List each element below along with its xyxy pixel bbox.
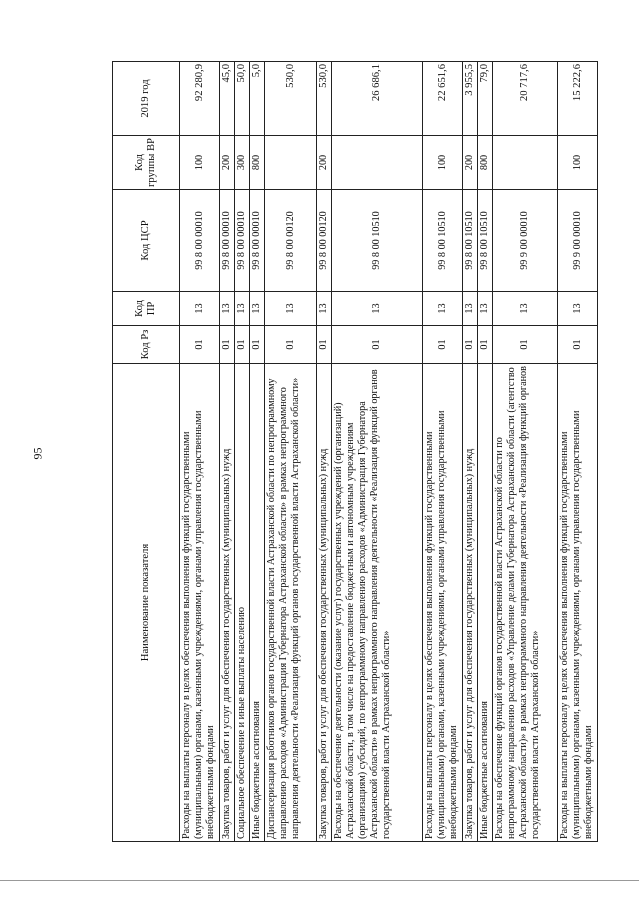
row-pr: 13 [265, 292, 317, 326]
header-csr: Код ЦСР [113, 190, 180, 292]
row-name: Социальное обеспечение и иные выплаты населению [235, 364, 250, 842]
table-row [558, 62, 598, 842]
row-vr: 100 [180, 136, 220, 190]
row-csr: 99 8 00 10510 [332, 190, 423, 292]
row-name: Иные бюджетные ассигнования [250, 364, 265, 842]
table-row [423, 62, 463, 842]
scan-edge-line [0, 880, 639, 881]
row-amount: 3 955,5 [463, 62, 478, 136]
row-pr: 13 [332, 292, 423, 326]
row-csr: 99 8 00 00010 [235, 190, 250, 292]
row-vr [332, 136, 423, 190]
row-name: Расходы на обеспечение деятельности (оказание услуг) государственных учреждений (организаций) Астраханской области, в том числе на предоставление бюджетным и автономным учреждениям (организациям) субсидий, по непрограммному направлению расходов «Администрация Губернатора Астраханской области» в рамках непрограммного направления деятельности «Реализация функций органов государственной власти Астраханской области» [332, 364, 423, 842]
row-pr: 13 [478, 292, 493, 326]
row-csr: 99 8 00 10510 [478, 190, 493, 292]
row-vr: 200 [220, 136, 235, 190]
row-rz: 01 [332, 326, 423, 364]
table-header-row [113, 62, 180, 842]
row-pr: 13 [235, 292, 250, 326]
row-pr: 13 [463, 292, 478, 326]
table-row [317, 62, 332, 842]
row-name: Диспансеризация работников органов государственной власти Астраханской области по непрограммному направлению расходов «Администрация Губернатора Астраханской области» в рамках непрограммного направления деятельности «Реализация функций органов государственной власти Астраханской области» [265, 364, 317, 842]
row-rz: 01 [558, 326, 598, 364]
row-vr: 800 [250, 136, 265, 190]
row-rz: 01 [250, 326, 265, 364]
table-row [493, 62, 558, 842]
row-vr: 100 [558, 136, 598, 190]
row-csr: 99 8 00 00010 [220, 190, 235, 292]
row-amount: 530,0 [265, 62, 317, 136]
row-rz: 01 [317, 326, 332, 364]
row-name: Иные бюджетные ассигнования [478, 364, 493, 842]
row-amount: 50,0 [235, 62, 250, 136]
row-pr: 13 [558, 292, 598, 326]
header-name: Наименование показателя [113, 364, 180, 842]
row-amount: 26 686,1 [332, 62, 423, 136]
header-rz: Код Рз [113, 326, 180, 364]
budget-table [112, 61, 598, 842]
table-row [220, 62, 235, 842]
header-year: 2019 год [113, 62, 180, 136]
row-csr: 99 9 00 00010 [558, 190, 598, 292]
row-rz: 01 [493, 326, 558, 364]
row-rz: 01 [235, 326, 250, 364]
row-rz: 01 [478, 326, 493, 364]
row-vr [265, 136, 317, 190]
row-vr: 100 [423, 136, 463, 190]
header-vr: Код группы ВР [113, 136, 180, 190]
row-rz: 01 [180, 326, 220, 364]
row-rz: 01 [423, 326, 463, 364]
table-row [250, 62, 265, 842]
row-amount: 5,0 [250, 62, 265, 136]
row-csr: 99 8 00 00010 [180, 190, 220, 292]
row-name: Расходы на обеспечение функций органов государственной власти Астраханской области по непрограммному направлению расходов «Управление делами Губернатора Астраханской области (агентство Астраханской области)» в рамках непрограммного направления деятельности «Реализация функций органов государственной власти Астраханской области» [493, 364, 558, 842]
row-name: Расходы на выплаты персоналу в целях обеспечения выполнения функций государственными (муниципальными) органами, казенными учреждениями, органами управления государственными внебюджетными фондами [558, 364, 598, 842]
row-rz: 01 [463, 326, 478, 364]
row-name: Расходы на выплаты персоналу в целях обеспечения выполнения функций государственными (муниципальными) органами, казенными учреждениями, органами управления государственными внебюджетными фондами [180, 364, 220, 842]
table-row [332, 62, 423, 842]
row-amount: 92 280,9 [180, 62, 220, 136]
table-row [265, 62, 317, 842]
row-amount: 45,0 [220, 62, 235, 136]
row-name: Расходы на выплаты персоналу в целях обеспечения выполнения функций государственными (муниципальными) органами, казенными учреждениями, органами управления государственными внебюджетными фондами [423, 364, 463, 842]
row-amount: 20 717,6 [493, 62, 558, 136]
row-amount: 530,0 [317, 62, 332, 136]
row-rz: 01 [220, 326, 235, 364]
row-amount: 79,0 [478, 62, 493, 136]
row-vr: 200 [317, 136, 332, 190]
table-row [463, 62, 478, 842]
row-csr: 99 8 00 00120 [265, 190, 317, 292]
row-csr: 99 9 00 00010 [493, 190, 558, 292]
row-pr: 13 [493, 292, 558, 326]
row-pr: 13 [423, 292, 463, 326]
budget-table-rotated [112, 62, 594, 842]
row-vr: 200 [463, 136, 478, 190]
row-pr: 13 [317, 292, 332, 326]
row-csr: 99 8 00 10510 [423, 190, 463, 292]
row-name: Закупка товаров, работ и услуг для обеспечения государственных (муниципальных) нужд [317, 364, 332, 842]
row-name: Закупка товаров, работ и услуг для обеспечения государственных (муниципальных) нужд [463, 364, 478, 842]
row-vr: 800 [478, 136, 493, 190]
row-pr: 13 [250, 292, 265, 326]
page-number: 95 [30, 447, 45, 460]
row-pr: 13 [180, 292, 220, 326]
table-row [478, 62, 493, 842]
row-vr [493, 136, 558, 190]
row-pr: 13 [220, 292, 235, 326]
row-csr: 99 8 00 00010 [250, 190, 265, 292]
row-vr: 300 [235, 136, 250, 190]
table-row [180, 62, 220, 842]
table-row [235, 62, 250, 842]
row-csr: 99 8 00 00120 [317, 190, 332, 292]
row-name: Закупка товаров, работ и услуг для обеспечения государственных (муниципальных) нужд [220, 364, 235, 842]
row-rz: 01 [265, 326, 317, 364]
row-amount: 15 222,6 [558, 62, 598, 136]
row-csr: 99 8 00 10510 [463, 190, 478, 292]
row-amount: 22 651,6 [423, 62, 463, 136]
header-pr: Код ПР [113, 292, 180, 326]
